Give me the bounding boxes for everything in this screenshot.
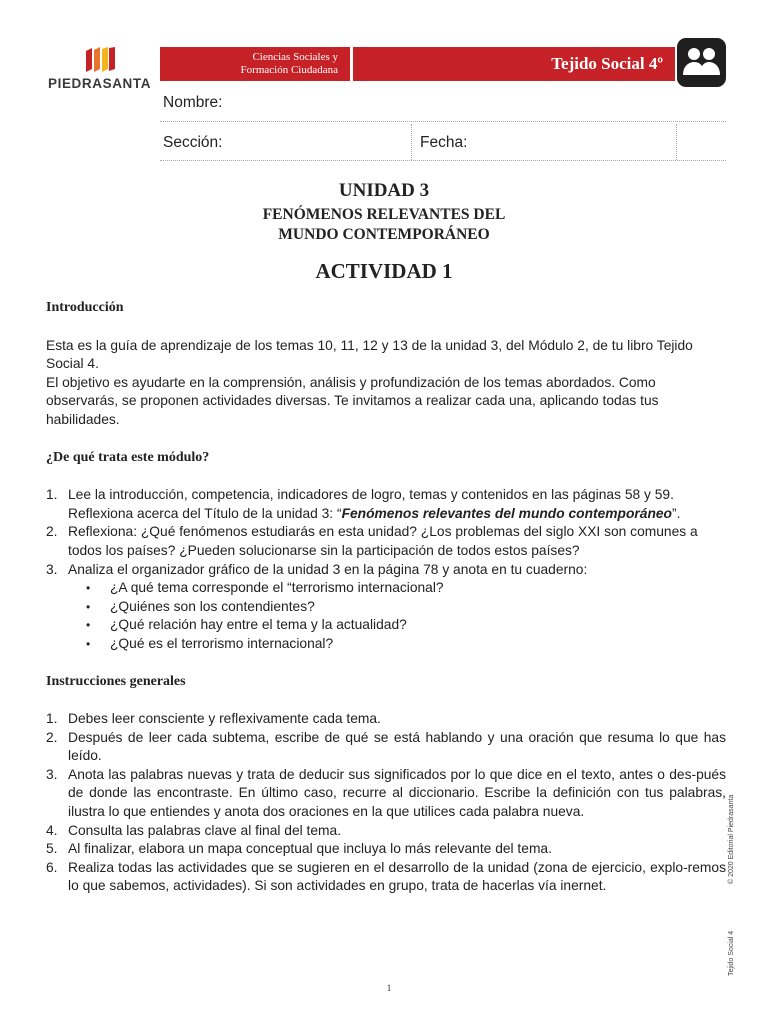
book-title: Tejido Social 4º — [353, 47, 675, 81]
bullet-icon: • — [86, 599, 91, 614]
item-text: Debes leer consciente y reflexivamente cada tema. — [68, 711, 381, 727]
piedrasanta-logo-icon — [86, 47, 116, 73]
item-text: Analiza el organizador gráfico de la unidad 3 en la página 78 y anota en tu cuaderno: — [68, 561, 588, 577]
fecha-label: Fecha: — [420, 134, 468, 151]
item-text: Al finalizar, elabora un mapa conceptual que incluya lo más relevante del tema. — [68, 841, 552, 857]
instructions-heading: Instrucciones generales — [46, 673, 186, 689]
question-bullets — [46, 579, 726, 653]
list-item — [46, 859, 726, 896]
instructions-list — [46, 710, 726, 896]
bullet-text: ¿Qué es el terrorismo internacional? — [110, 635, 334, 651]
seccion-label: Sección: — [163, 134, 223, 151]
item-number: 3. — [46, 766, 58, 782]
item-text: Consulta las palabras clave al final del tema. — [68, 822, 342, 838]
item-number: 1. — [46, 711, 58, 727]
item-number: 4. — [46, 822, 58, 838]
bullet-item — [46, 598, 726, 617]
item-text: Reflexiona: ¿Qué fenómenos estudiarás en esta unidad? ¿Los problemas del siglo XXI son comunes a todos los países? ¿Pueden solucionarse sin la participación de todos estos países? — [68, 524, 698, 558]
bullet-text: ¿Qué relación hay entre el tema y la actualidad? — [110, 617, 407, 633]
list-item — [46, 710, 726, 729]
module-list — [46, 486, 726, 579]
copyright-text: © 2020 Editorial Piedrasanta — [728, 794, 735, 884]
book-side-label: Tejido Social 4 — [728, 930, 735, 976]
item-number: 1. — [46, 487, 58, 503]
field-divider-right — [676, 124, 677, 160]
bullet-text: ¿A qué tema corresponde el “terrorismo internacional? — [110, 580, 444, 596]
list-item — [46, 486, 726, 523]
intro-heading: Introducción — [46, 300, 124, 315]
item-text: Lee la introducción, competencia, indicadores de logro, temas y contenidos en las páginas 58 y 59. Reflexiona acerca del Título de la unidad 3: “ — [68, 487, 674, 521]
list-item — [46, 766, 726, 822]
unit-title-emphasis: Fenómenos relevantes del mundo contemporáneo — [341, 505, 672, 521]
nombre-label: Nombre: — [163, 94, 223, 111]
seccion-fecha-line[interactable] — [160, 160, 726, 161]
list-item — [46, 822, 726, 841]
bullet-icon: • — [86, 581, 91, 596]
module-heading: ¿De qué trata este módulo? — [46, 449, 210, 465]
field-divider — [411, 124, 412, 160]
activity-title: ACTIVIDAD 1 — [315, 259, 453, 283]
subject-line-1: Ciencias Sociales y — [252, 51, 338, 63]
nombre-line[interactable] — [160, 121, 726, 122]
bullet-icon: • — [86, 636, 91, 651]
bullet-item — [46, 616, 726, 635]
item-number: 6. — [46, 859, 58, 875]
subject-label — [160, 47, 350, 81]
unit-subtitle-1: FENÓMENOS RELEVANTES DEL — [262, 206, 506, 223]
item-text: Anota las palabras nuevas y trata de deducir sus significados por lo que dice en el texto, antes o des-pués de donde las encontraste. En último caso, recurre al diccionario. Escribe la definición con tus palabras, ilustra lo que entiendes y anota dos oraciones en la que utilices cada palabra nueva. — [68, 766, 726, 820]
item-number: 5. — [46, 841, 58, 857]
subject-line-2: Formación Ciudadana — [240, 63, 338, 76]
item-text: Después de leer cada subtema, escribe de qué se está hablando y una oración que resuma lo que has leído. — [68, 729, 726, 764]
logo-text: PIEDRASANTA — [48, 76, 152, 91]
item-number: 2. — [46, 729, 58, 745]
unit-title: UNIDAD 3 — [338, 180, 430, 201]
group-people-icon — [677, 38, 726, 87]
bullet-text: ¿Quiénes son los contendientes? — [110, 598, 315, 614]
intro-paragraph-2: El objetivo es ayudarte en la comprensión, análisis y profundización de los temas abordados. Como observarás, se proponen actividades diversas. Te invitamos a realizar cada una, aplicando todas tus habilidades. — [46, 374, 659, 427]
item-number: 3. — [46, 561, 58, 577]
bullet-icon: • — [86, 618, 91, 633]
list-item — [46, 729, 726, 766]
bullet-item — [46, 579, 726, 598]
unit-subtitle-2: MUNDO CONTEMPORÁNEO — [278, 226, 490, 243]
document-body — [46, 299, 726, 896]
bullet-item — [46, 635, 726, 654]
list-item — [46, 561, 726, 580]
intro-paragraph-1: Esta es la guía de aprendizaje de los temas 10, 11, 12 y 13 de la unidad 3, del Módulo 2, de tu libro Tejido Social 4. — [46, 337, 693, 372]
item-number: 2. — [46, 524, 58, 540]
list-item — [46, 840, 726, 859]
page-number: 1 — [386, 983, 392, 993]
list-item — [46, 523, 726, 560]
item-text-tail: ”. — [672, 505, 681, 521]
item-text: Realiza todas las actividades que se sugieren en el desarrollo de la unidad (zona de ejercicio, explo-remos lo que sabemos, actividades). Si son actividades en grupo, trata de hacerlas vía inernet. — [68, 859, 726, 894]
